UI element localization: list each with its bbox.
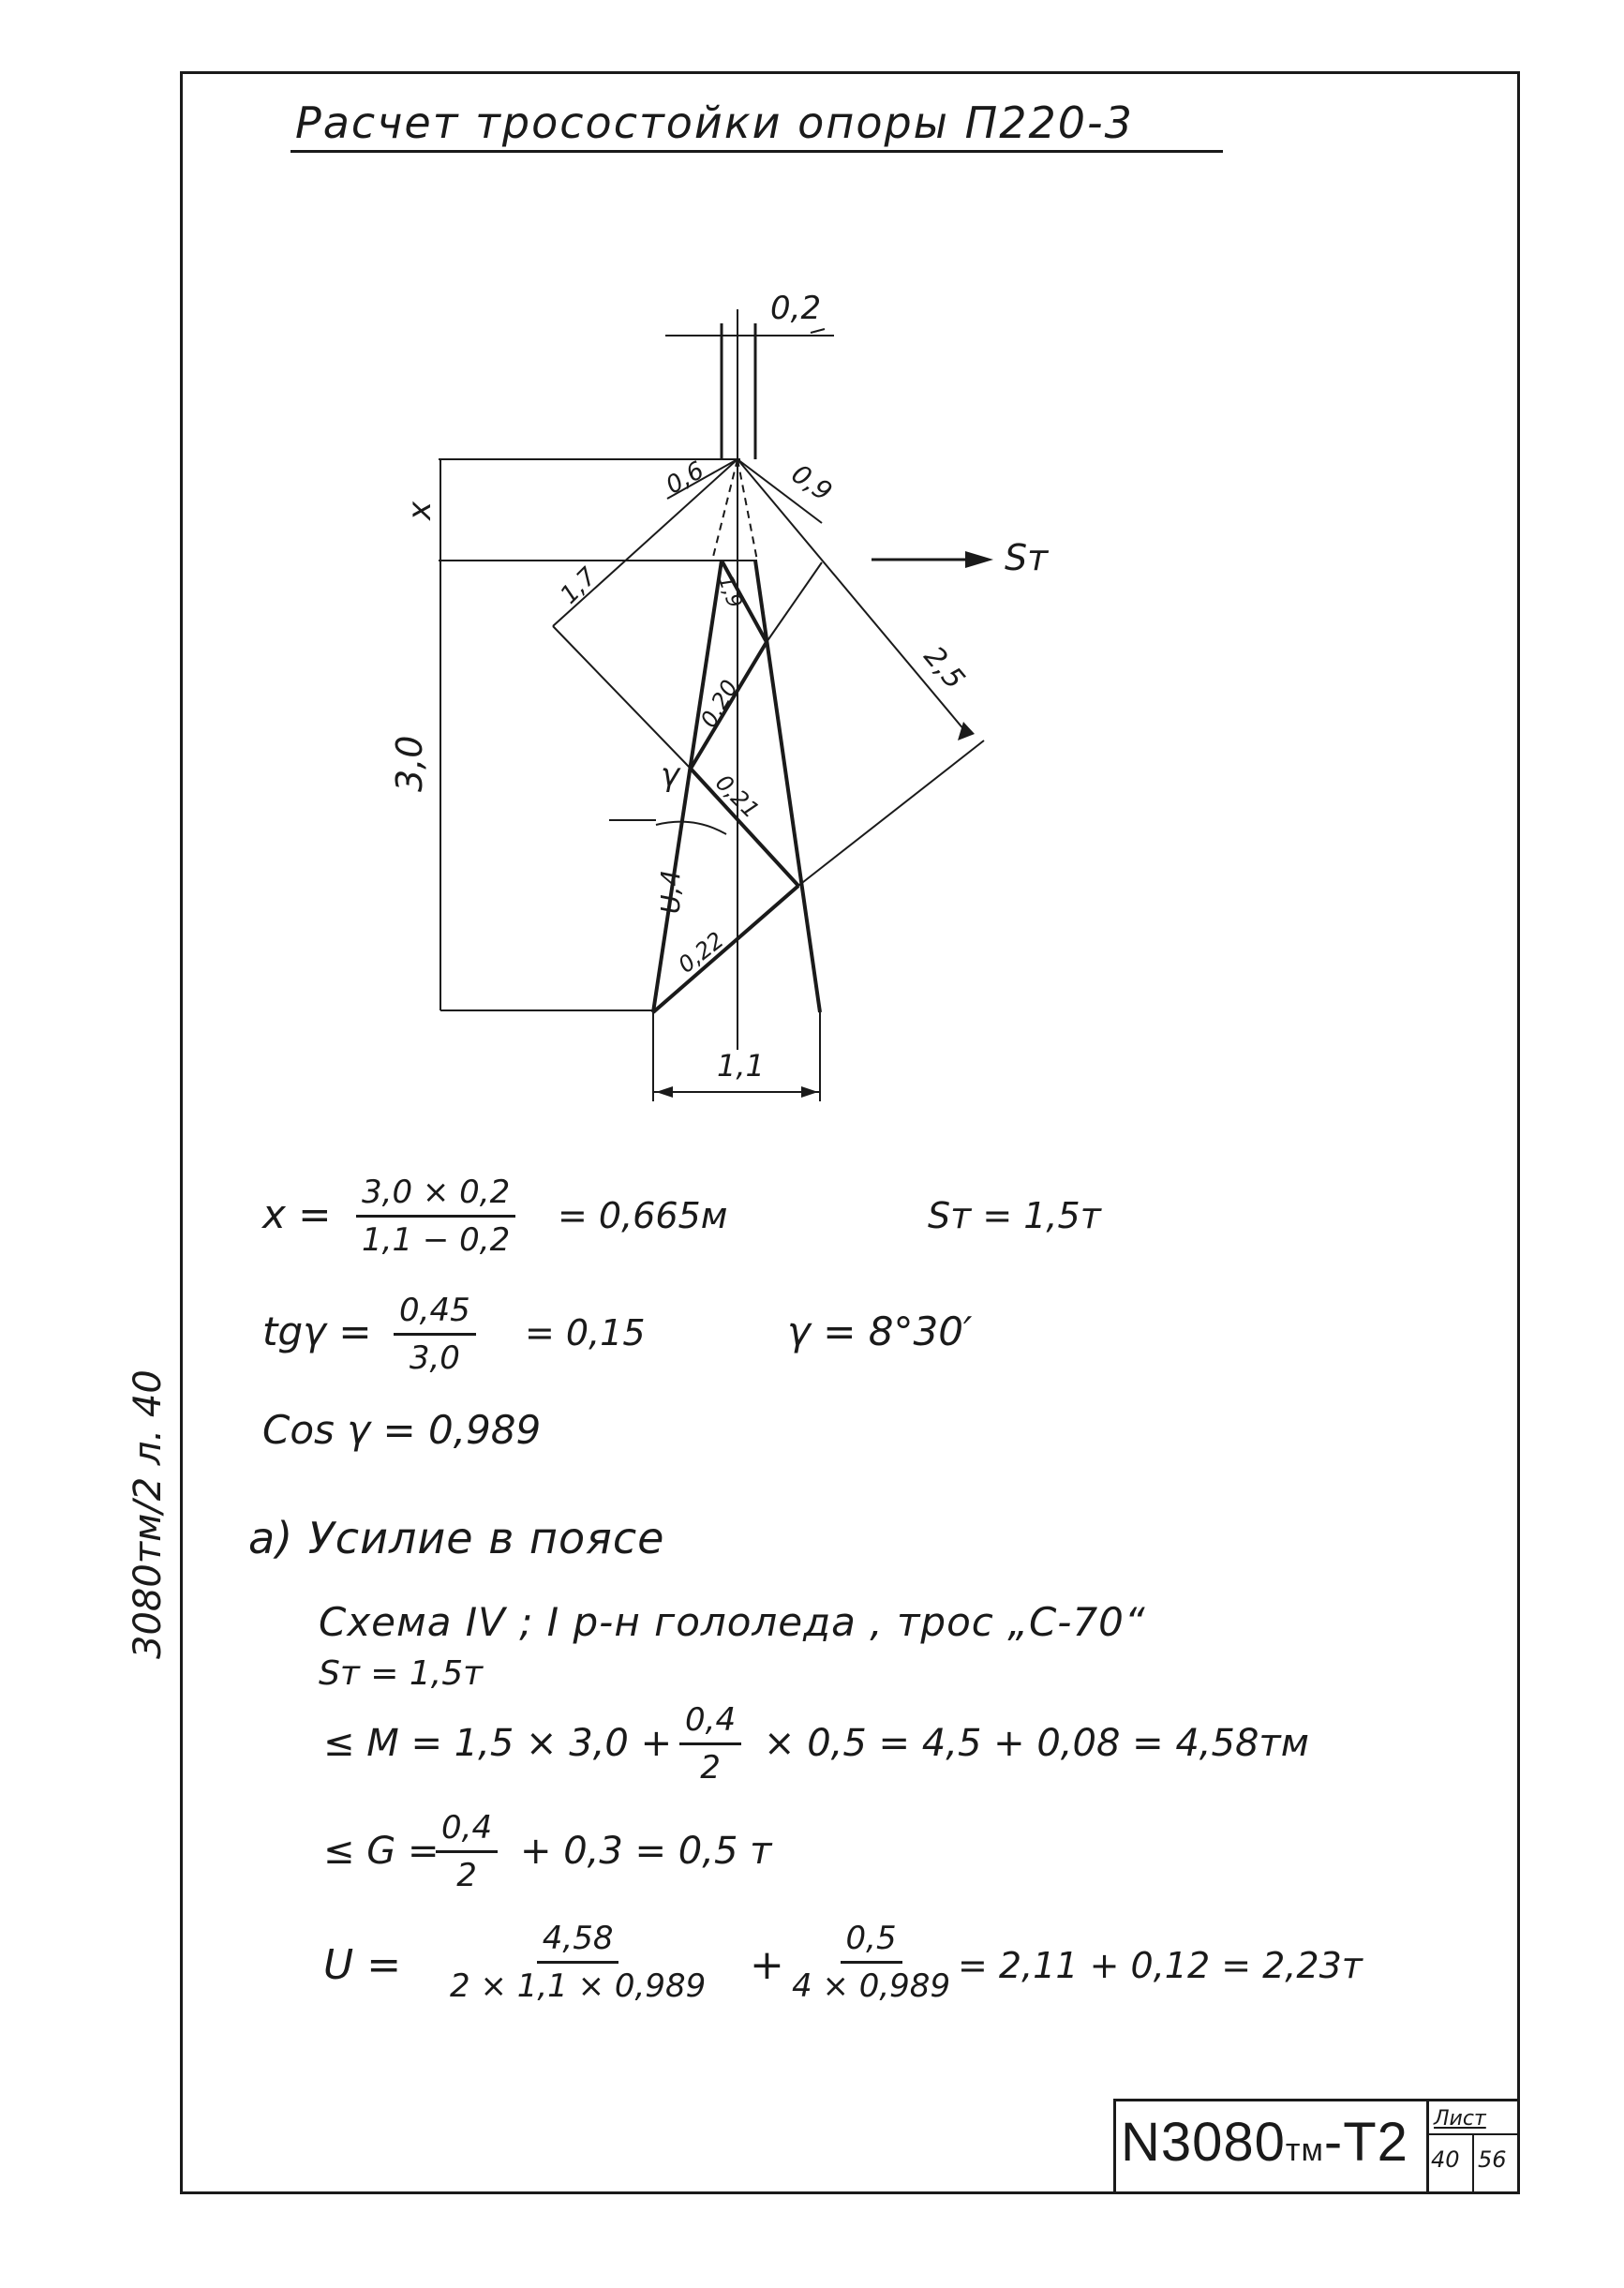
arrow-head <box>965 551 993 568</box>
x-lhs: x = <box>262 1191 332 1237</box>
sum-g-fraction <box>436 1809 498 1894</box>
document-code-suffix: -Т2 <box>1323 2112 1408 2173</box>
gamma-value: γ = 8°30′ <box>787 1308 973 1354</box>
st-value: Sт = 1,5т <box>928 1195 1101 1236</box>
arm-25 <box>738 459 965 731</box>
label-14: U,4 <box>655 869 686 914</box>
sum-m-denominator: 2 <box>700 1749 721 1787</box>
label-25: 2,5 <box>916 640 972 696</box>
sum-g-rest: + 0,3 = 0,5 т <box>520 1830 772 1873</box>
tg-result: = 0,15 <box>525 1312 646 1353</box>
u-denominator-2: 4 × 0,989 <box>792 1967 951 2005</box>
label-09: 0,9 <box>785 457 839 508</box>
label-17: 1,7 <box>555 562 603 610</box>
u-fraction-1 <box>450 1920 706 2005</box>
sheet-divider-vertical <box>1472 2133 1474 2194</box>
sum-g-denominator: 2 <box>456 1857 477 1894</box>
tg-denominator: 3,0 <box>409 1339 460 1377</box>
label-force: Sт <box>1005 537 1049 578</box>
arm-19 <box>767 562 822 642</box>
x-numerator: 3,0 × 0,2 <box>356 1174 515 1218</box>
dim-bottom-label: 1,1 <box>717 1048 765 1084</box>
sheet-label: Лист <box>1434 2107 1486 2131</box>
label-21: 0,21 <box>710 769 765 824</box>
x-result: = 0,665м <box>558 1195 728 1236</box>
dim-top-label: 0,2 <box>770 290 822 327</box>
scheme-line: Схема IV ; I р-н гололеда , трос „С-70“ <box>319 1599 1146 1645</box>
sum-m-lhs: ≤ M = 1,5 × 3,0 + <box>323 1722 673 1765</box>
document-code-main: N3080 <box>1121 2112 1286 2173</box>
sum-m-fraction <box>679 1701 741 1787</box>
label-gamma: γ <box>661 756 680 794</box>
label-22: 0,22 <box>673 926 729 979</box>
document-code-small: тм <box>1285 2132 1324 2168</box>
sum-m-rest: × 0,5 = 4,5 + 0,08 = 4,58тм <box>764 1722 1309 1765</box>
u-denominator-1: 2 × 1,1 × 0,989 <box>450 1967 707 2005</box>
tg-numerator: 0,45 <box>394 1292 476 1336</box>
u-numerator-2: 0,5 <box>841 1920 902 1964</box>
u-lhs: U = <box>323 1941 402 1989</box>
u-numerator-1: 4,58 <box>537 1920 619 1964</box>
sheet-number: 40 <box>1431 2146 1460 2173</box>
label-20: 0,20 <box>695 675 744 732</box>
cos-line: Cos γ = 0,989 <box>262 1407 542 1453</box>
margin-note: 3080тм/2 л. 40 <box>127 1369 170 1659</box>
u-plus: + <box>750 1941 784 1989</box>
x-fraction <box>356 1174 515 1259</box>
dim-x-label: x <box>401 501 439 520</box>
tg-fraction <box>394 1292 476 1377</box>
section-a-heading: а) Усилие в поясе <box>248 1513 665 1563</box>
dim-height-label: 3,0 <box>389 735 430 792</box>
sheet-total: 56 <box>1478 2146 1507 2173</box>
label-06: 0,6 <box>661 456 709 501</box>
page-title: Расчет тросостойки опоры П220-3 <box>295 97 1134 148</box>
tg-lhs: tgγ = <box>262 1308 372 1354</box>
sum-m-numerator: 0,4 <box>679 1701 741 1745</box>
st-line: Sт = 1,5т <box>319 1654 484 1693</box>
u-fraction-2 <box>792 1920 950 2005</box>
leg-right <box>755 561 820 1012</box>
label-19: 1,9 <box>712 572 747 612</box>
sum-g-numerator: 0,4 <box>436 1809 498 1853</box>
x-denominator: 1,1 − 0,2 <box>362 1221 511 1259</box>
u-rest: = 2,11 + 0,12 = 2,23т <box>958 1945 1363 1986</box>
document-code <box>1121 2111 1408 2174</box>
sum-g-lhs: ≤ G = <box>323 1830 440 1873</box>
